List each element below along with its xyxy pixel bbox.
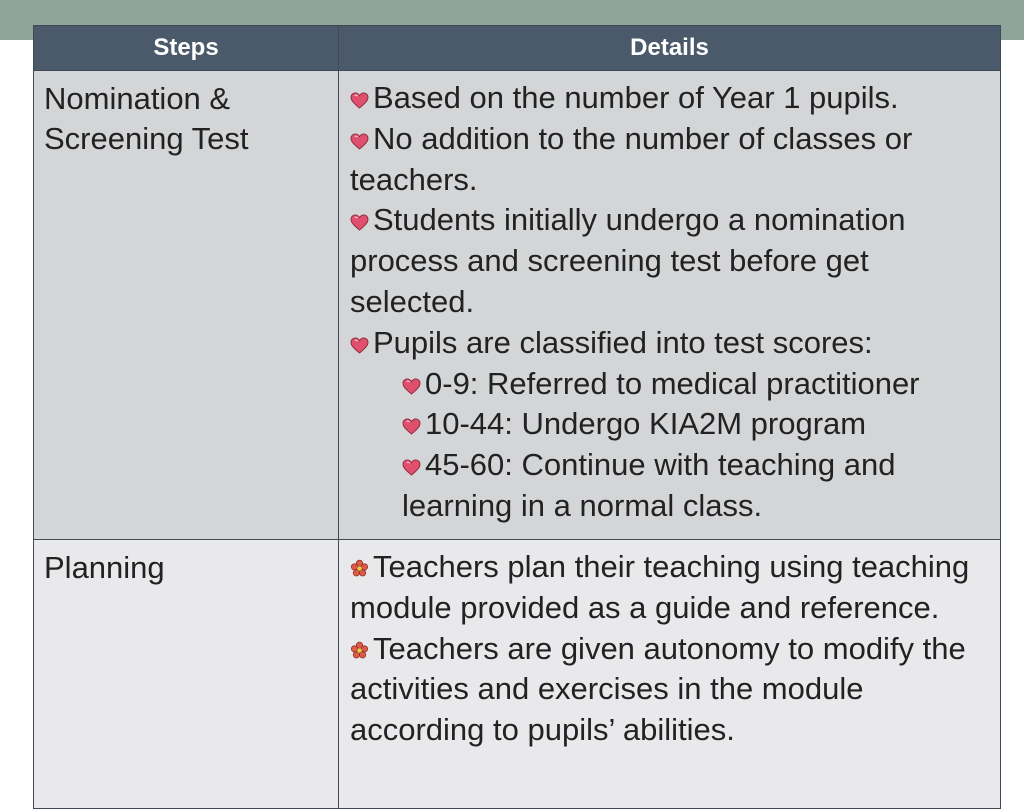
table-row-nomination	[34, 71, 1001, 540]
flower-icon	[350, 547, 373, 588]
steps-column-header: Steps	[34, 26, 339, 71]
detail-text: Students initially undergo a nomination process and screening test before get selected.	[350, 202, 906, 319]
heart-icon	[350, 323, 373, 364]
details-cell-nomination	[339, 71, 1001, 540]
detail-text: Teachers are given autonomy to modify the activities and exercises in the module according to pupils’ abilities.	[350, 630, 966, 748]
details-column-header: Details	[339, 26, 1001, 71]
heart-icon	[402, 445, 425, 486]
sub-detail-text: 45-60: Continue with teaching and learning in a normal class.	[402, 447, 896, 523]
sub-detail-bullet	[402, 445, 992, 527]
sub-detail-bullet	[402, 364, 992, 405]
flower-icon	[350, 629, 373, 670]
heart-icon	[350, 119, 373, 160]
detail-bullet	[350, 323, 992, 364]
detail-bullet	[350, 547, 992, 629]
heart-icon	[350, 200, 373, 241]
detail-bullet	[350, 629, 992, 751]
table-row-planning	[34, 540, 1001, 809]
heart-icon	[402, 364, 425, 405]
details-cell-planning	[339, 540, 1001, 809]
table-header-row	[34, 26, 1001, 71]
detail-bullet	[350, 200, 992, 322]
step-cell-planning: Planning	[34, 540, 339, 809]
score-sub-list	[350, 364, 992, 527]
heart-icon	[350, 78, 373, 119]
detail-text: No addition to the number of classes or teachers.	[350, 120, 913, 197]
detail-text: Pupils are classified into test scores:	[373, 324, 873, 360]
detail-bullet	[350, 119, 992, 201]
steps-details-table	[33, 25, 1001, 809]
detail-bullet	[350, 78, 992, 119]
sub-detail-text: 0-9: Referred to medical practitioner	[425, 365, 920, 401]
detail-text: Based on the number of Year 1 pupils.	[373, 80, 899, 115]
detail-text: Teachers plan their teaching using teaching module provided as a guide and reference.	[350, 549, 970, 625]
sub-detail-text: 10-44: Undergo KIA2M program	[425, 406, 867, 442]
sub-detail-bullet	[402, 404, 992, 445]
step-cell-nomination: Nomination & Screening Test	[34, 71, 339, 540]
heart-icon	[402, 404, 425, 445]
